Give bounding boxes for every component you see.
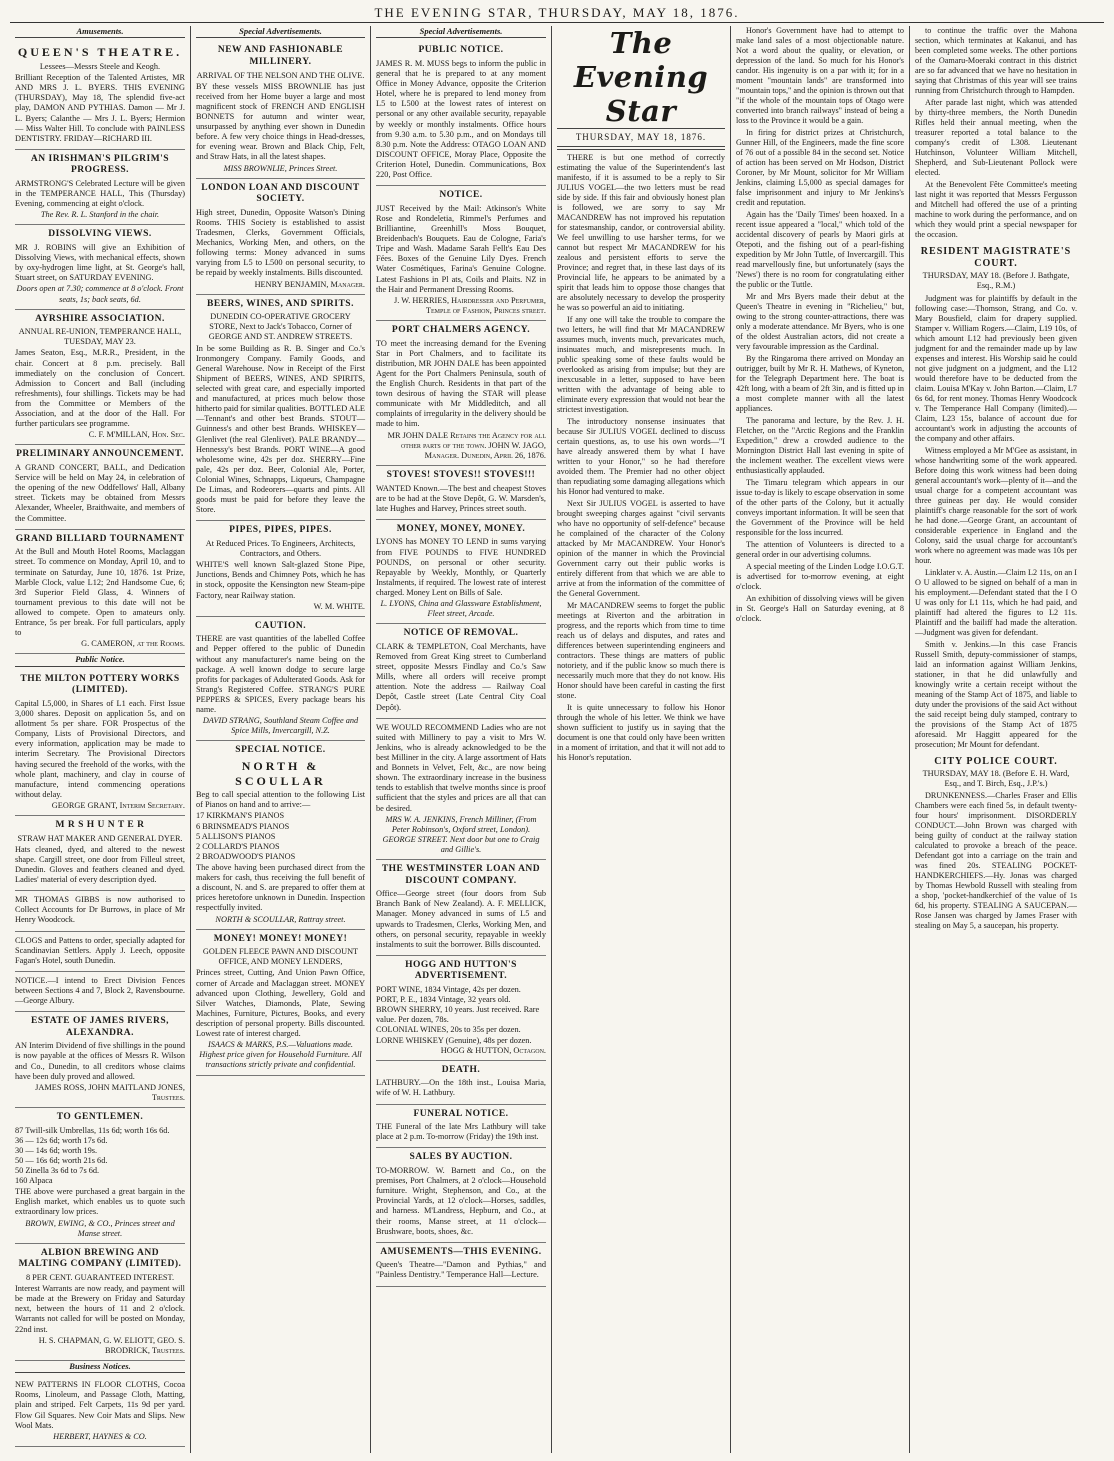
ad-signature: ISAACS & MARKS, P.S.—Valuations made. Highest price given for Household Furniture. All transactions strictly private and confidential.: [199, 1040, 362, 1070]
ad-signature: BROWN, EWING, & CO., Princes street and Manse street.: [25, 1218, 175, 1238]
ad-subtitle: 8 PER CENT. GUARANTEED INTEREST.: [25, 1272, 175, 1282]
ad-body: LYONS has MONEY TO LEND in sums varying from FIVE POUNDS to FIVE HUNDRED POUNDS, on personal or other security. Repayable by Weekly, Monthly, or Quarterly Instalments, if required. The lowest rate of interest charged. Money Lent on Bills of Sale.: [376, 537, 546, 597]
news-paragraph: A special meeting of the Linden Lodge I.O.G.T. is advertised for to-morrow evening, at eight o'clock.: [736, 562, 904, 591]
newspaper-logo: The Evening Star: [557, 26, 725, 129]
ad-body: Queen's Theatre—"Damon and Pythias," and "Painless Dentistry." Temperance Hall—Lecture.: [376, 1260, 546, 1280]
court-subheading: THURSDAY, MAY 18. (Before J. Bathgate, Esq., R.M.): [922, 271, 1070, 291]
hairdresser-notice: [376, 186, 546, 321]
ad-body: At the Bull and Mouth Hotel Rooms, Maclaggan street. To commence on Monday, April 10, and to terminate on Saturday, June 10, 1876. 1st Prize, Marble Clock, value L12; 2nd Handsome Cue, 6; 3rd Superior Field Glass, 4. Winners of tournament previous to this date will not be allowed to compete. Open to amateurs only. Entrance, 5s per break. For full particulars, apply to: [15, 547, 185, 638]
ad-subtitle: ARRIVAL OF THE NELSON AND THE OLIVE.: [196, 70, 365, 80]
ad-title: THE WESTMINSTER LOAN AND DISCOUNT COMPANY.: [381, 864, 541, 886]
ad-title: PORT CHALMERS AGENCY.: [391, 325, 531, 336]
ad-body: Beg to call special attention to the following List of Pianos on hand and to arrive:—: [196, 790, 365, 810]
ad-title: MONEY, MONEY, MONEY.: [396, 523, 526, 534]
section-heading-business: Business Notices.: [15, 1361, 185, 1373]
ad-signature: HOGG & HUTTON, Octagon.: [440, 1045, 546, 1055]
list-item: 2 COLLARD'S PIANOS: [196, 841, 280, 851]
police-report: DRUNKENNESS.—Charles Fraser and Ellis Chambers were each fined 5s, in default twenty-four hours' imprisonment. DISORDERLY CONDUCT.—John Brown was charged with being guilty of conduct at the railway station calculated to provoke a breach of the peace. Defendant got into a carriage on the train and was fined 20s. STEALING POCKET-HANDKERCHIEFS.—Hy. Jonas was charged by Thomas Hewbold Russell with stealing from a shop, 'pocket-handkerchief of the value of 1s 6d, his property. STEALING A SAUCEPAN.—Rose Jansen was charged by James Fraser with stealing on May 5, a saucepan, his property.: [915, 791, 1077, 930]
ad-signature: Doors open at 7.30; commence at 8 o'clock. Front seats, 1s; back seats, 6d.: [16, 284, 184, 304]
column-6-news: [909, 26, 1082, 1453]
beers-wines-ad: [196, 295, 365, 522]
ad-body: WHITE'S well known Salt-glazed Stone Pipe, Junctions, Bends and Chimney Pots, which he has in stock, opposite the Kensington new Steam-pipe Factory, near Railway station.: [196, 560, 365, 600]
ad-title: HOGG AND HUTTON'S ADVERTISEMENT.: [405, 959, 517, 982]
ad-signature: J. W. HERRIES, Hairdresser and Perfumer, Temple of Fashion, Princes street.: [393, 295, 546, 315]
ad-title: MONEY! MONEY! MONEY!: [213, 933, 348, 944]
ad-title: NOTICE.: [439, 190, 483, 201]
ad-signature: The Rev. R. L. Stanford in the chair.: [40, 210, 160, 220]
list-item: 5 ALLISON'S PIANOS: [196, 831, 276, 841]
ad-title: PIPES, PIPES, PIPES.: [229, 525, 332, 536]
ad-body: Capital L5,000, in Shares of L1 each. First Issue 3,000 shares. Deposit on application 5s, and on allotment 5s per share. FOR Prospectus of the Company, Lists of Provisional Directors, and every information, application may be made to interim Secretary. The Provisional Directors having secured the freehold of the works, with the whole plant, machinery, and clay in course of manufacture, intend commencing operations without delay.: [15, 698, 185, 799]
editorial-paragraph: Mr MACANDREW seems to forget the public meetings at Riverton and the arbitration in progress, and the reports which from time to time reach us of delays and disputes, and rates and differences between superintending engineers and contractors. These things are matters of public notoriety, and if the public know so much there is necessarily much more that they do not know. His Honor should have been careful in casting the first stone.: [557, 600, 725, 700]
police-court-heading: CITY POLICE COURT.: [934, 755, 1058, 767]
ad-body: In be some Building as R. B. Singer and Co.'s Ironmongery Company. Family Goods, and General Warehouse. Now in Receipt of the First Shipment of BEERS, WINES, AND SPIRITS, selected with great care, and especially imported and manufactured, at prices much below those hitherto paid for similar qualities. BOTTLED ALE—Tennant's and other best Brands. STOUT—Guinness's and other best Brands. WHISKEY—Glenlivet (the real Glenlivet). PALE BRANDY—Hennessy's best Brands. PORT WINE—A good wholesome wine, 42s per doz. SHERRY—Fine pale, 42s per doz. Beer, Colonial Ale, Porter, Colonial Wines, Schnapps, Liqueurs, Champagne De Limas, and Rodeorers—quarts and pints. All goods must be paid for before they leave the Store.: [196, 343, 365, 515]
list-item: 36 — 12s 6d; worth 17s 6d.: [15, 1135, 108, 1145]
ad-body: Brilliant Reception of the Talented Artistes, MR AND MRS J. L. BYERS. THIS EVENING (THURSDAY), May 18, The splendid five-act play, DAMON AND PYTHIAS. Damon — Mr J. L. Byers; Calanthe — Mrs J. L. Byers; Hermion — Miss Walter Hill. To conclude with PAINLESS DENTISTRY. FRIDAY—RICHARD III.: [15, 73, 185, 143]
newspaper-masthead: [10, 4, 1104, 23]
court-report: Witness employed a Mr M'Gee as assistant, in whose handwriting some of the work appeared. Before doing this work witness had been doing general accountant's work—plenty of it—and the usual charge for a competent accountant was three guineas per day. He would consider plaintiff's charge reasonable for the sort of work he had done.—George Grant, an accountant of considerable experience in England and the Colony, said the usual charge for accountant's work where no agreement was made was 10s per hour.: [915, 445, 1077, 565]
ad-title: ALBION BREWING AND MALTING COMPANY (LIMITED).: [18, 1247, 182, 1270]
loan-society-ad: [196, 179, 365, 295]
ad-title: LONDON LOAN AND DISCOUNT SOCIETY.: [201, 182, 360, 205]
column-3: [370, 26, 551, 1453]
ad-signature: G. CAMERON, at the Rooms.: [81, 639, 185, 649]
ad-title: QUEEN'S THEATRE.: [17, 45, 183, 60]
ad-title: SPECIAL NOTICE.: [235, 745, 326, 756]
theatre-ad: [15, 41, 185, 150]
dissolving-views-ad: [15, 225, 185, 309]
news-paragraph: to continue the traffic over the Mahona section, which terminates at Kakanui, and has been completed some weeks. The other portions of the Oamaru-Moeraki contract in this district are so far advanced that we have no hesitation in saying that Christmas of this year will see trains running from Christchurch through to Hampden.: [915, 26, 1077, 95]
ad-signature: MISS BROWNLIE, Princes Street.: [223, 163, 338, 173]
editorial-paragraph: It is quite unnecessary to follow his Honor through the whole of his letter. We think we have shown sufficient to justify us in saying that the document is one that could only have been written in a moment of irritation, and that it will not add to his Honor's reputation.: [557, 702, 725, 762]
court-report: Linklater v. A. Austin.—Claim L2 11s, on an I O U allowed to be signed on behalf of a man in his employment.—Defendant stated that the I O U was only for L1 11s, which he had paid, and plaintiff had altered the figures to L2 11s. Plaintiff and the bailiff had made the alteration.—Judgment was given for defendant.: [915, 567, 1077, 637]
funeral-notice: [376, 1105, 546, 1149]
ad-signature: C. F. M'MILLAN, Hon. Sec.: [88, 430, 185, 440]
pottery-works-ad: [15, 670, 185, 816]
caution-ad: [196, 617, 365, 742]
ad-body: BY these vessels MISS BROWNLIE has just received from her Home buyer a large and most magnificent stock of FRENCH AND ENGLISH BONNETS for autumn and winter wear, unsurpassed by anything ever shown in Dunedin before. A few very choice things in Head-dresses, for evening wear. Brown and Black Chip, Felt, and Straw Hats, in all the latest shapes.: [196, 81, 365, 162]
list-item: PORT, P. E., 1834 Vintage, 32 years old.: [376, 995, 511, 1005]
column-2: [190, 26, 370, 1453]
ad-title: FUNERAL NOTICE.: [413, 1108, 509, 1119]
ad-body: ARMSTRONG'S Celebrated Lecture will be given in the TEMPERANCE HALL, This (Thursday) Evening, commencing at eight o'clock.: [15, 179, 185, 209]
millinery-ad: [196, 41, 365, 178]
news-paragraph: Again has the 'Daily Times' been hoaxed. In a recent issue appeared a "local," which told of the accidental discovery of pearls by Maori girls at Otepoti, and the fishing out of a pearl-fishing expedition by Mr John Tuttle, of Invercargill. This read marvellously fine, but unfortunately (says the 'News') there is no room for congratulating either the public or the Tuttle.: [736, 210, 904, 289]
stoves-ad: [376, 466, 546, 520]
police-court-subheading: THURSDAY, MAY 18. (Before E. H. Ward, Esq., and T. Birch, Esq., J.P.'s.): [922, 768, 1070, 788]
ad-signature: W. M. WHITE.: [313, 601, 365, 611]
pipes-ad: [196, 521, 365, 616]
ad-body: TO meet the increasing demand for the Evening Star in Port Chalmers, and to facilitate its distribution, MR JOHN DALE has been appointed Agent for the Port Chalmers Peninsula, south of the English Church. Residents in that part of the town desirous of having the STAR will please communicate with Mr Middleditch, and all complaints of irregularity in the delivery should be made to him.: [376, 338, 546, 429]
ad-body: WE WOULD RECOMMEND Ladies who are not suited with Millinery to pay a visit to Mrs W. Jenkins, who is already acknowledged to be the best Milliner in the city. A large assortment of Hats and Bonnets in Velvet, Felt, &c., are now being shown. The extraordinary increase in the business tends to establish that twelve months since is proof sufficient that the styles and prices are all that can be desired.: [376, 722, 546, 813]
ad-title: THE MILTON POTTERY WORKS (LIMITED).: [20, 673, 180, 696]
ad-body: THERE are vast quantities of the labelled Coffee and Pepper offered to the public of Dunedin without any manufacturer's name being on the package. A well known dodge to secure large profits for packages of Adulterated Goods. Ask for Strang's Registered Coffee. STRANG'S PURE PEPPERS & SPICES, Every package bears his name.: [196, 634, 365, 715]
public-notice-ad: [376, 41, 546, 186]
ad-signature: JAMES ROSS, JOHN MAITLAND JONES, Trustees.: [35, 1082, 185, 1102]
divider: [557, 146, 725, 150]
ad-signature: HENRY BENJAMIN, Manager.: [254, 279, 365, 289]
ad-subtitle: Lessees—Messrs Steele and Keogh.: [39, 61, 161, 71]
ad-title: ESTATE OF JAMES RIVERS, ALEXANDRA.: [30, 1016, 169, 1038]
ad-title: TO GENTLEMEN.: [56, 1112, 144, 1123]
news-paragraph: By the Ringaroma there arrived on Monday an outrigger, built by Mr R. H. Mathews, of Kyneton, for the Telegraph Department here. The boat is 42ft long, with a beam of 2ft 3in, and is fitted up in a most complete manner with all the latest appliances.: [736, 354, 904, 413]
ayrshire-ad: [15, 310, 185, 446]
news-paragraph: Honor's Government have had to attempt to make land sales of a most objectionable nature. Not a word about the quality, or elevation, or depression of the land. So much for his Honor's candor. His ingenuity is on a par with it; for in a moment "mountain lands" are transformed into "mountain tops," and the opinion is thrown out that "if the whole of the mountain tops of Otago were converted into branch railways" instead of being a loss to the Province it would be a gain.: [736, 26, 904, 125]
hunter-ad: [15, 816, 185, 891]
ad-title: CAUTION.: [254, 620, 307, 631]
ad-title: BEERS, WINES, AND SPIRITS.: [207, 298, 354, 309]
ad-body: LATHBURY.—On the 18th inst., Louisa Maria, wife of W. H. Lathbury.: [376, 1078, 546, 1098]
lecture-ad: [15, 150, 185, 226]
auction-sales: [376, 1148, 546, 1242]
court-heading: RESIDENT MAGISTRATE'S COURT.: [920, 246, 1072, 270]
ad-subtitle: NORTH & SCOULLAR: [235, 759, 326, 788]
ad-title: STOVES! STOVES!! STOVES!!!: [386, 469, 536, 480]
column-1: [10, 26, 190, 1453]
ad-body: NOTICE.—I intend to Erect Division Fences between Sections 4 and 7, Block 2, Ravensbourne.—George Albury.: [15, 975, 185, 1006]
hogg-hutton-ad: [376, 956, 546, 1061]
ad-body: JUST Received by the Mail: Atkinson's White Rose and Rondeletia, Rimmel's Perfumes and Brilliantine, Greenhill's Moss Bouquet, Breidenbach's Bouquets. Eau de Cologne, Faria's Tripe and Wash. Madame Sarah Fellt's Eau Des Fées. Boxes of the Genuine Lily Dyes. French Water Cosmétiques, Farina's Genuine Cologne. Latest Fashions in Pl ats, Coils and Plaits. NZ in the Hair and Permanent Dressing Rooms.: [376, 203, 546, 294]
news-paragraph: The Timaru telegram which appears in our issue to-day is likely to escape observation in some of the other parts of the Colony, but it actually conveys important information. It will be seen that the Government of the Province will be held responsible for the loss incurred.: [736, 478, 904, 537]
column-5-news: [730, 26, 909, 1453]
amusements-this-evening: [376, 1243, 546, 1287]
ad-subtitle: GOLDEN FLEECE PAWN AND DISCOUNT OFFICE, AND MONEY LENDERS,: [202, 947, 359, 967]
ad-body: MR THOMAS GIBBS is now authorised to Collect Accounts for Dr Burrows, in place of Mr Henry Woodcock.: [15, 895, 185, 925]
ad-body: Office—George street (four doors from Sub Branch Bank of New Zealand). A. F. MELLICK, Manager. Money advanced in sums of L5 and upwards to Tradesmen, Clerks, Working Men, and others, on personal security, repayable in weekly instalments to suit the borrower. Bills discounted.: [376, 889, 546, 949]
pawn-office-ad: [196, 930, 365, 1076]
ad-title: SALES BY AUCTION.: [409, 1152, 513, 1163]
court-report: Smith v. Jenkins.—In this case Francis Russell Smith, deputy-commissioner of stamps, laid an information against William Jenkins, stationer, in that he did unlawfully and knowingly write a certain receipt without the meaning of the Stamp Act of 1875, and liable to duty under the provisions of the said Act without the said receipt being duly stamped, contrary to the provisions of the Stamp Act of 1875 aforesaid. Mr Haggitt appeared for the prosecution; Mr Mount for defendant.: [915, 639, 1077, 749]
ad-subtitle: At Reduced Prices. To Engineers, Architects, Contractors, and Others.: [205, 538, 356, 559]
news-paragraph: After parade last night, which was attended by thirty-three members, the North Dunedin Rifles held their annual meeting, when the treasurer reported a total balance to the company's credit of L308. Lieutenant Hutchinson, Volunteer William Mitchell, Shepherd, and Sub-Lieutenant Pollock were elected.: [915, 98, 1077, 177]
court-report: Judgment was for plaintiffs by default in the following case:—Thomson, Strang, and Co. v. Mary Bousfield, claim for drapery supplied. Stamper v. William Rogers.—Claim, L19 10s, of which amount L12 had previously been given judgment for and the remainder made up by law expenses and interest. His Worship said he could not give judgment on a judgment, and the L12 would therefore have to be deducted from the claim. Louisa M'Kay v. John Barton.—Claim, L7 6s 6d, for rent money. Thomas Henry Woodcock v. The Temperance Hall Company (limited).—Claim, L23 15s, balance of account due for accountant's work in adjusting the accounts of the company and other affairs.: [915, 293, 1077, 443]
ad-body: JAMES R. M. MUSS begs to inform the public in general that he is prepared to at any moment Office in Money Advance, opposite the Criterion Hotel, where he is prepared to lend money from L5 to L500 at the lowest rates of interest on personal or any other available security, repayable by weekly or monthly instalments. Office hours from 9.30 a.m. to 5.30 p.m., and on Mondays till 8.30 p.m. Note the Address: OTAGO LOAN AND DISCOUNT OFFICE, Moray Place, Opposite the Criterion Hotel, Dunedin. Communications, Box 220, Post Office.: [376, 58, 546, 180]
list-item: 50 Zinella 3s 6d to 7s 6d.: [15, 1166, 100, 1176]
albion-brewing-ad: [15, 1244, 185, 1361]
ad-subtitle: ANNUAL RE-UNION, TEMPERANCE HALL, TUESDAY, MAY 23.: [18, 327, 182, 347]
ad-body: A GRAND CONCERT, BALL, and Dedication Service will be held on May 24, in celebration of the opening of the new Oddfellows' Hall, Albany street. Tickets may be obtained from Messrs Alexander, Wheeler, Braithwaite, and members of the Committee.: [15, 463, 185, 523]
list-item: 87 Twill-silk Umbrellas, 11s 6d; worth 16s 6d.: [15, 1125, 170, 1135]
ad-title: DISSOLVING VIEWS.: [48, 229, 152, 240]
ad-body: TO-MORROW. W. Barnett and Co., on the premises, Port Chalmers, at 2 o'clock—Household furniture. Wright, Stephenson, and Co., at the Provincial Yards, at 12 o'clock—Horses, saddles, and harness. M'Landress, Hepburn, and Co., at their rooms, Manse street, at 11 o'clock—Brushware, boots, shoes, &c.: [376, 1165, 546, 1236]
ad-subtitle: STRAW HAT MAKER AND GENERAL DYER.: [17, 833, 183, 843]
gentlemen-ad: [15, 1108, 185, 1244]
news-paragraph: At the Benevolent Fête Committee's meeting last night it was reported that Messrs Fergusson and Mitchell had offered the use of a printing machine to work during the performance, and on which they would print a special newspaper for the occasion.: [915, 180, 1077, 239]
ad-signature: HERBERT, HAYNES & CO.: [53, 1431, 147, 1441]
list-item: 50 — 16s 6d; worth 21s 6d.: [15, 1155, 108, 1165]
editorial-paragraph: Next Sir JULIUS VOGEL is asserted to have brought sweeping charges against "civil servants who have no opportunity of self-defence" because he complained of the character of the Colony attacked by Mr MACANDREW. Your Honor's opinion of the manner in which the Provincial Government carry out their public works is entirely different from that which we are able to arrive at from the information of the committee of the General Government.: [557, 498, 725, 598]
news-paragraph: The panorama and lecture, by the Rev. J. H. Fletcher, on the "Arctic Regions and the Franklin Expedition," drew a crowded audience to the Mornington District Hall last evening in spite of the inclement weather. The excellent views were enthusiastically applauded.: [736, 416, 904, 475]
editorial-paragraph: If any one will take the trouble to compare the two letters, he will find that Mr MACANDREW assumes much, invents much, prevaricates much, insinuates much, and misrepresents much. In public speaking some of these faults would be overlooked as arising from impulse; but they are inexcusable in a letter, supposed to have been written with the advantage of being able to eliminate every expression that would not bear the strictest investigation.: [557, 314, 725, 414]
milliner-recommend-ad: [376, 719, 546, 860]
ad-title: DEATH.: [441, 1064, 481, 1075]
section-heading-amusements: Amusements.: [15, 26, 185, 38]
billiard-tournament-ad: [15, 530, 185, 655]
ad-body: High street, Dunedin, Opposite Watson's Dining Rooms. THIS Society is established to assist Tradesmen, Clerks, Government Officials, Mechanics, Working Men, and others, on the following terms: Money advanced in sums varying from L5 to L500 on personal security, to be repaid by weekly instalments. Bills discounted.: [196, 207, 365, 278]
ad-title: AN IRISHMAN'S PILGRIM'S PROGRESS.: [30, 153, 170, 176]
editorial-paragraph: THERE is but one method of correctly estimating the value of the Superintendent's last manifesto, if it is assumed to be a reply to Sir JULIUS VOGEL—the two letters must be read side by side. If this fair and obviously honest plan is followed, we are sorry to say Mr MACANDREW has not improved his reputation for statesmanship, candor, or controversial ability. We feel unwilling to use harsher terms, for we cannot but respect Mr MACANDREW for his zealous and persistent efforts to serve the Province; and regret that, in these last days of its Provincial life, he appears to be animated by a spirit that leads him to oppose those changes that are absolutely necessary to develop the prosperity he was so powerful an aid to initiating.: [557, 152, 725, 312]
money-lending-ad: [376, 520, 546, 624]
ad-signature: MRS W. A. JENKINS, French Milliner, (From Peter Robinson's, Oxford street, London). GEORGE STREET. Next door but one to Craig and Gillie's.: [382, 814, 540, 854]
ad-body: James Seaton, Esq., M.R.R., President, in the chair. Concert at 8 p.m. precisely. Ball immediately on the conclusion of Concert. Admission to Concert and Ball (including refreshments), four shillings. Tickets may be had from the Committee or Members of the Association, and at the door of the Hall. For further particulars see programme.: [15, 348, 185, 429]
ad-signature: GEORGE GRANT, Interim Secretary.: [51, 800, 185, 810]
list-item: 17 KIRKMAN'S PIANOS: [196, 811, 285, 821]
ad-title: AYRSHIRE ASSOCIATION.: [35, 313, 165, 324]
ad-body: The above having been purchased direct from the makers for cash, thus receiving the full benefit of a discount, N. and S. are prepared to offer them at prices heretofore unknown in Dunedin. Inspection respectfully invited.: [196, 863, 365, 913]
list-item: 30 — 14s 6d; worth 19s.: [15, 1145, 98, 1155]
westminster-loan-ad: [376, 860, 546, 956]
news-paragraph: In firing for district prizes at Christchurch, Gunner Hill, of the Engineers, made the fine score of 76 out of a possible 84 in the second set. Notice of action has been served on Mr Hodson, District Coroner, by Mr Mount, solicitor for Mr William Jenkins, claiming L5,000 as special damages for false imprisonment and injury to Mr Jenkins's credit and reputation.: [736, 128, 904, 207]
ad-body: CLOGS and Pattens to order, specially adapted for Scandinavian Settlers. Apply J. Leech, opposite Fagan's Hotel, south Dunedin.: [15, 935, 185, 965]
list-item: 6 BRINSMEAD'S PIANOS: [196, 821, 290, 831]
ad-body: THE above were purchased a great bargain in the English market, which enables us to quote such extraordinary low prices.: [15, 1187, 185, 1217]
floor-cloths-ad: [15, 1376, 185, 1447]
ad-signature: L. LYONS, China and Glassware Establishment, Fleet street, Arcade.: [380, 599, 542, 619]
section-heading-special: Special Advertisements.: [196, 26, 365, 38]
news-paragraph: Mr and Mrs Byers made their debut at the Queen's Theatre in evening in "Richelieu," but, owing to the strong counter-attractions, there was only a moderate attendance. Mr Byers, who is one of the oldest Australian actors, did not create a very favourable impression as the Cardinal.: [736, 292, 904, 351]
ad-signature: NORTH & SCOULLAR, Rattray street.: [215, 914, 346, 924]
column-4-editorial: [551, 26, 730, 1453]
list-item: 2 BROADWOOD'S PIANOS: [196, 851, 296, 861]
editorial-paragraph: The introductory nonsense insinuates that because Sir JULIUS VOGEL declined to discuss certain questions, as, to use his own words—"I have already answered them by what I have written to your Honor," so he had therefore avoided them. The Premier had no other object than repudiating some damaging allegations which his Honor had ventured to make.: [557, 416, 725, 496]
ad-title: PRELIMINARY ANNOUNCEMENT.: [16, 449, 184, 460]
dateline: THURSDAY, MAY 18, 1876.: [575, 132, 707, 142]
ad-body: Interest Warrants are now ready, and payment will be made at the Brewery on Friday and Saturday next, between the hours of 11 and 2 o'clock. Warrants not called for will be posted on Monday, 22nd inst.: [15, 1284, 185, 1334]
news-paragraph: The attention of Volunteers is directed to a general order in our advertising columns.: [736, 540, 904, 559]
piano-notice-ad: [196, 741, 365, 929]
death-notice: [376, 1061, 546, 1105]
ad-body: Princes street, Cutting, And Union Pawn Office, corner of Arcade and Maclaggan street. MONEY advanced upon Clothing, Jewellery, Gold and Silver Watches, Diamonds, Plate, Sewing Machines, Furniture, Pictures, Books, and every description of personal property. Bills discounted. Lowest rate of interest charged.: [196, 968, 365, 1039]
estate-notice: [15, 1012, 185, 1108]
list-item: PORT WINE, 1834 Vintage, 42s per dozen.: [376, 985, 521, 995]
ad-title: PUBLIC NOTICE.: [418, 45, 504, 56]
section-heading-public-notice: Public Notice.: [15, 654, 185, 666]
ad-title: M R S H U N T E R: [55, 820, 145, 831]
ad-subtitle: DUNEDIN CO-OPERATIVE GROCERY STORE, Next to Jack's Tobacco, Corner of GEORGE AND ST. ANDREW STREETS.: [208, 312, 353, 342]
ad-title: AMUSEMENTS—THIS EVENING.: [380, 1246, 542, 1257]
page-columns: [10, 26, 1104, 1453]
ad-title: NEW AND FASHIONABLE MILLINERY.: [217, 45, 344, 67]
ad-signature: MR JOHN DALE Retains the Agency for all other parts of the town. JOHN W. JAGO, Manager. Dunedin, April 26, 1876.: [387, 430, 546, 460]
ad-body: AN Interim Dividend of five shillings in the pound is now payable at the offices of Messrs R. Wilson and Co., Dunedin, to all creditors whose claims have been duly proved and allowed.: [15, 1041, 185, 1081]
list-item: COLONIAL WINES, 20s to 35s per dozen.: [376, 1025, 521, 1035]
clogs-ad: [15, 932, 185, 972]
removal-notice: [376, 624, 546, 718]
ad-signature: DAVID STRANG, Southland Steam Coffee and Spice Mills, Invercargill, N.Z.: [202, 716, 359, 736]
ad-title: NOTICE OF REMOVAL.: [403, 628, 519, 639]
list-item: 160 Alpaca: [15, 1176, 53, 1186]
ad-body: MR J. ROBINS will give an Exhibition of Dissolving Views, with mechanical effects, shown by oxy-hydrogen lime light, at St. George's hall, Stuart street, on SATURDAY EVENING.: [15, 243, 185, 283]
ad-body: CLARK & TEMPLETON, Coal Merchants, have Removed from Great King street to Cumberland street, opposite Messrs Findlay and Co.'s Saw Mills, where all orders will receive prompt attention. Note the address — Railway Coal Depôt, Castle street (Late Central City Coal Depôt).: [376, 641, 546, 712]
ad-body: WANTED Known.—The best and cheapest Stoves are to be had at the Stove Depôt, G. W. Marsden's, late Hughes and Harvey, Princes street south.: [376, 483, 546, 513]
port-chalmers-agency: [376, 321, 546, 466]
ad-body: THE Funeral of the late Mrs Lathbury will take place at 2 p.m. To-morrow (Friday) the 19th inst.: [376, 1122, 546, 1142]
masthead-title: THE EVENING STAR, THURSDAY, MAY 18, 1876.: [374, 5, 740, 20]
ad-body: NEW PATTERNS IN FLOOR CLOTHS, Cocoa Rooms, Linoleum, and Passage Cloth, Matting, plain and striped. Felt Carpets, 11s 9d per yard. Flow Gil Squares. New Coir Mats and Slips. New Wool Mats.: [15, 1380, 185, 1430]
preliminary-announcement-ad: [15, 445, 185, 529]
ad-signature: H. S. CHAPMAN, G. W. ELIOTT, GEO. S. BRODRICK, Trustees.: [38, 1335, 185, 1355]
list-item: BROWN SHERRY, 10 years. Just received. Rare value. Per dozen, 78s.: [376, 1005, 540, 1025]
ad-body: Hats cleaned, dyed, and altered to the newest shape. Cargill street, one door from Filleul street, Dunedin. Gloves and feathers cleaned and dyed. Ladies' material of every description dyed.: [15, 844, 185, 885]
news-paragraph: An exhibition of dissolving views will be given in St. George's Hall on Saturday evening, at 8 o'clock.: [736, 594, 904, 623]
fence-notice: [15, 972, 185, 1012]
gibbs-notice: [15, 891, 185, 931]
section-heading-special: Special Advertisements.: [376, 26, 546, 38]
ad-title: GRAND BILLIARD TOURNAMENT: [15, 533, 185, 544]
list-item: LORNE WHISKEY (Genuine), 48s per dozen.: [376, 1035, 532, 1045]
